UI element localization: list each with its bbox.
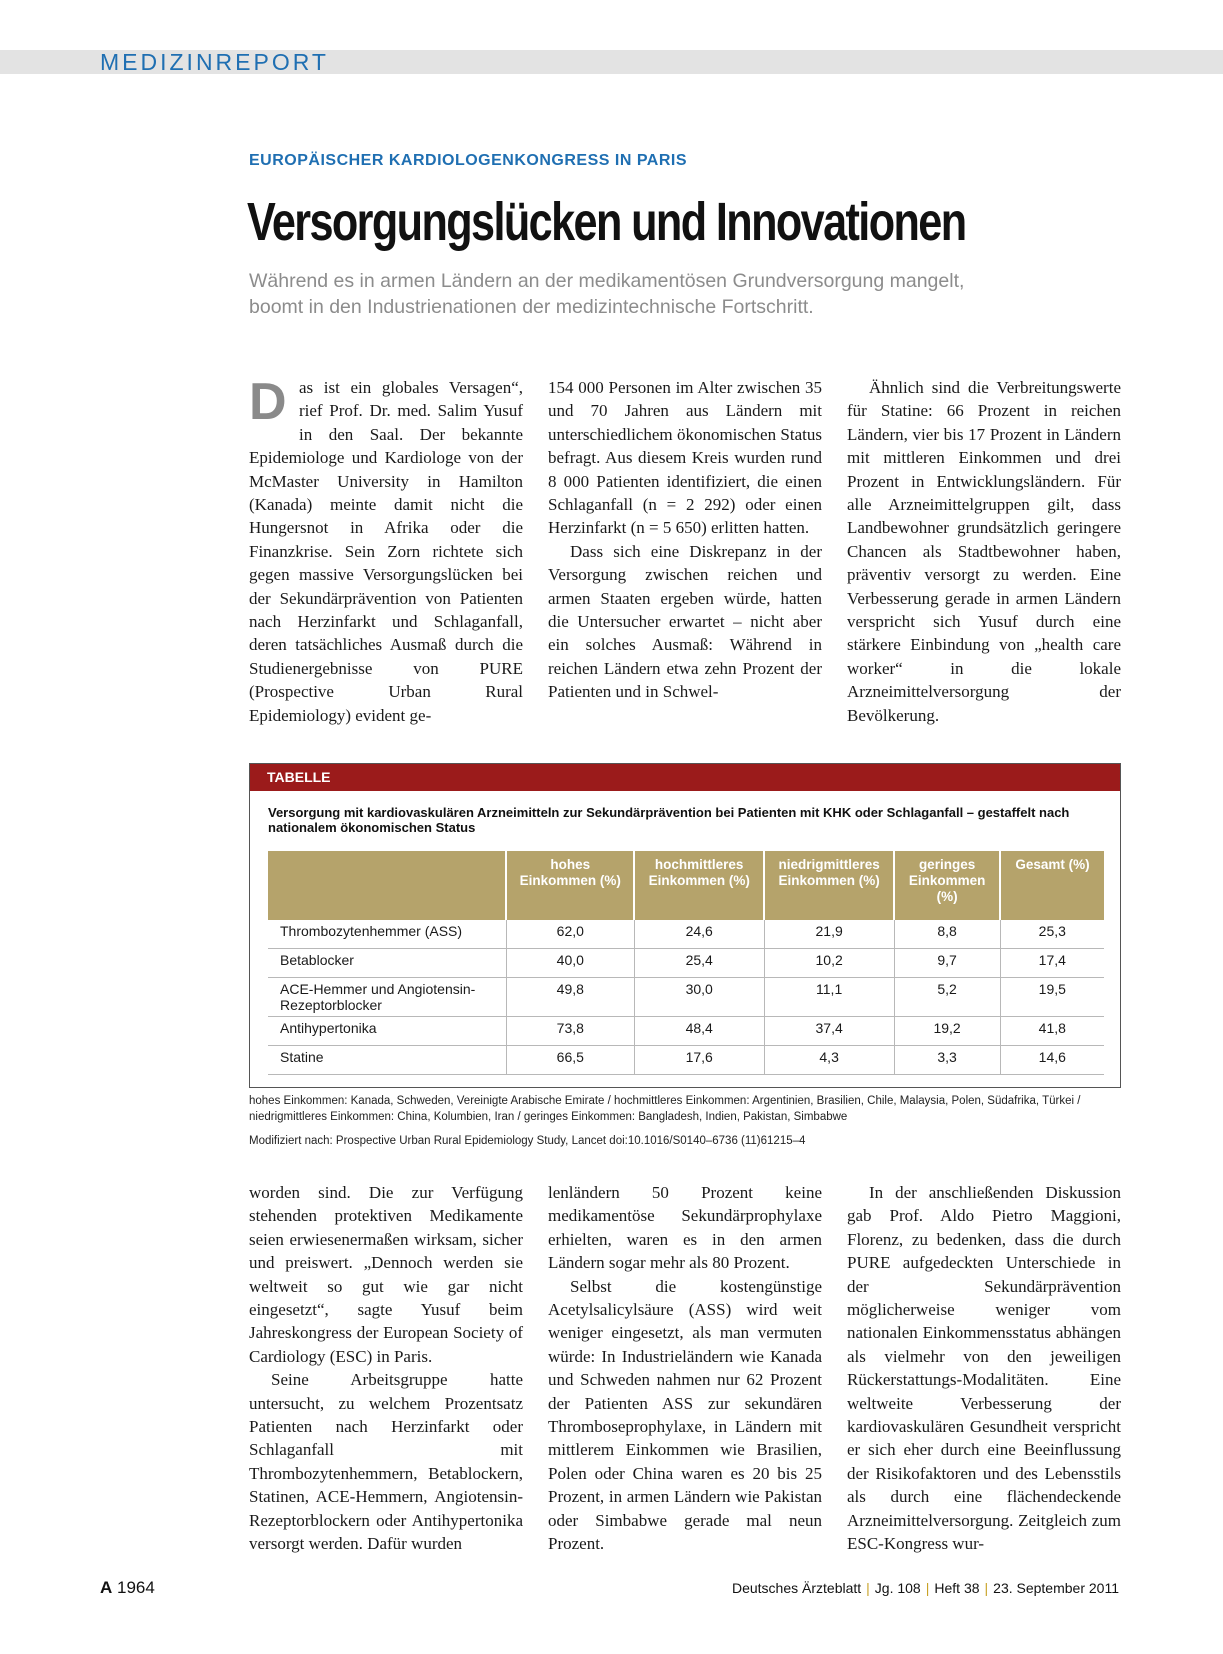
table-cell: 19,5 [1000, 978, 1104, 1017]
table-cell: 41,8 [1000, 1017, 1104, 1046]
table-header-row [268, 851, 1104, 920]
text-column-top-1 [249, 373, 523, 727]
footnote-line: niedrigmittleres Einkommen: China, Kolumbien, Iran / geringes Einkommen: Bangladesh, Indien, Pakistan, Simbabwe [249, 1111, 848, 1123]
table-cell: 73,8 [506, 1017, 634, 1046]
medication-table [268, 851, 1104, 1075]
footnote-line: hohes Einkommen: Kanada, Schweden, Vereinigte Arabische Emirate / hochmittleres Einkommen: Argentinien, Brasilien, Chile, Malaysia, Polen, Südafrika, Türkei / [249, 1095, 1081, 1107]
table-row [268, 1017, 1104, 1046]
page-number-value: 1964 [117, 1578, 155, 1597]
article-deck [249, 268, 1129, 320]
section-rubric: MEDIZINREPORT [100, 49, 329, 75]
text-column-top-3 [847, 376, 1121, 727]
data-table-box [249, 763, 1121, 1088]
paragraph: Dass sich eine Diskrepanz in der Versorgung zwischen reichen und armen Staaten ergeben würde, hatten die Untersucher erwartet – nicht aber ein solches Ausmaß: Während in reichen Ländern etwa zehn Prozent der Patienten und in Schwel- [548, 541, 822, 702]
table-cell: 48,4 [634, 1017, 764, 1046]
drop-cap: D [249, 373, 287, 431]
table-cell: 19,2 [894, 1017, 1000, 1046]
table-header-cell: hohes Einkommen (%) [506, 851, 634, 920]
table-cell: 25,3 [1000, 920, 1104, 949]
table-header-cell: Gesamt (%) [1000, 851, 1104, 920]
table-cell: 37,4 [764, 1017, 894, 1046]
paragraph-text: as ist ein globales Versagen“, rief Prof. Dr. med. Salim Yusuf in den Saal. Der bekannte Epidemiologe und Kardiologe von der McMaster University in Hamilton (Kanada) meinte damit nicht die Hungersnot in Afrika oder die Finanzkrise. Sein Zorn richtete sich gegen massive Versorgungslücken bei der Sekundärprävention von Patienten nach Herzinfarkt und Schlaganfall, deren tatsächliches Ausmaß durch die Studienergebnisse von PURE (Prospective Urban Rural Epidemiology) evident ge- [249, 378, 523, 725]
table-row [268, 920, 1104, 949]
table-cell: 21,9 [764, 920, 894, 949]
table-row [268, 978, 1104, 1017]
journal-volume: Jg. 108 [874, 1580, 921, 1596]
table-cell: 17,4 [1000, 949, 1104, 978]
table-label: TABELLE [250, 764, 1120, 791]
table-cell: 25,4 [634, 949, 764, 978]
table-caption: Versorgung mit kardiovaskulären Arzneimitteln zur Sekundärprävention bei Patienten mit KHK oder Schlaganfall – gestaffelt nach nationalem ökonomischen Status [268, 805, 1070, 835]
table-cell: 8,8 [894, 920, 1000, 949]
paragraph: lenländern 50 Prozent keine medikamentöse Sekundärprophylaxe erhielten, waren es in den armen Ländern sogar mehr als 80 Prozent. [548, 1183, 822, 1273]
table-header-cell: geringes Einkommen (%) [894, 851, 1000, 920]
table-cell: 9,7 [894, 949, 1000, 978]
text-column-bottom-3 [847, 1181, 1121, 1556]
text-column-bottom-2 [548, 1181, 822, 1556]
table-cell: 40,0 [506, 949, 634, 978]
article-title: Versorgungslücken und Innovationen [247, 192, 966, 252]
table-cell: 66,5 [506, 1046, 634, 1075]
paragraph: Selbst die kostengünstige Acetylsalicylsäure (ASS) wird weit weniger eingesetzt, als man vermuten würde: In Industrieländern wie Kanada und Schweden nahmen nur 62 Prozent der Patienten ASS zur sekundären Thromboseprophylaxe, in Ländern mit mittlerem Einkommen wie Brasilien, Polen oder China waren es 20 bis 25 Prozent, in armen Ländern wie Pakistan oder Simbabwe gerade mal neun Prozent. [548, 1276, 822, 1554]
table-cell: 3,3 [894, 1046, 1000, 1075]
footer-separator: | [866, 1580, 870, 1596]
table-cell: Thrombozytenhemmer (ASS) [268, 920, 506, 949]
table-source: Modifiziert nach: Prospective Urban Rural Epidemiology Study, Lancet doi:10.1016/S0140–6736 (11)61215–4 [249, 1135, 806, 1147]
footer-separator: | [925, 1580, 930, 1596]
paragraph: In der anschließenden Diskussion gab Prof. Aldo Pietro Maggioni, Florenz, zu bedenken, dass die durch PURE aufgedeckten Unterschiede in der Sekundärprävention möglicherweise weniger vom nationalen Einkommensstatus abhängen als vielmehr von den jeweiligen Rückerstattungs-Modalitäten. Eine weltweite Verbesserung der kardiovaskulären Gesundheit verspricht er sich eher durch eine Beeinflussung der Risikofaktoren und des Lebensstils als durch eine flächendeckende Arzneimittelversorgung. Zeitgleich zum ESC-Kongress wur- [847, 1183, 1121, 1554]
footer-separator: | [984, 1580, 989, 1596]
paragraph: 154 000 Personen im Alter zwischen 35 und 70 Jahren aus Ländern mit unterschiedlichem ökonomischen Status befragt. Aus diesem Kreis wurden rund 8 000 Patienten identifiziert, die einen Schlaganfall (n = 2 292) oder einen Herzinfarkt (n = 5 650) erlitten hatten. [548, 378, 822, 538]
article-kicker: EUROPÄISCHER KARDIOLOGENKONGRESS IN PARIS [249, 152, 688, 169]
journal-footer [732, 1580, 1119, 1596]
table-cell: 24,6 [634, 920, 764, 949]
table-header-cell [268, 851, 506, 920]
table-cell: 10,2 [764, 949, 894, 978]
table-cell: 5,2 [894, 978, 1000, 1017]
journal-issue: Heft 38 [934, 1580, 980, 1596]
table-cell: 17,6 [634, 1046, 764, 1075]
journal-date: 23. September 2011 [993, 1580, 1119, 1596]
table-cell: Betablocker [268, 949, 506, 978]
table-cell: 30,0 [634, 978, 764, 1017]
text-column-bottom-1 [249, 1181, 523, 1556]
page-number [100, 1578, 155, 1598]
table-cell: 49,8 [506, 978, 634, 1017]
table-cell: ACE-Hemmer und Angiotensin-Rezeptorblocker [268, 978, 506, 1017]
table-cell: 14,6 [1000, 1046, 1104, 1075]
journal-name: Deutsches Ärzteblatt [731, 1580, 862, 1596]
paragraph: Seine Arbeitsgruppe hatte untersucht, zu welchem Prozentsatz Patienten nach Herzinfarkt oder Schlaganfall mit Thrombozytenhemmern, Betablockern, Statinen, ACE-Hemmern, Angiotensin-Rezeptorblockern oder Antihypertonika versorgt werden. Dafür wurden [249, 1370, 523, 1554]
table-header-cell: hochmittleres Einkommen (%) [634, 851, 764, 920]
table-cell: Statine [268, 1046, 506, 1075]
table-footnote [249, 1093, 1129, 1125]
deck-line: boomt in den Industrienationen der medizintechnische Fortschritt. [249, 296, 814, 318]
table-header-cell: niedrigmittleres Einkommen (%) [764, 851, 894, 920]
table-row [268, 1046, 1104, 1075]
table-cell: 11,1 [764, 978, 894, 1017]
table-cell: Antihypertonika [268, 1017, 506, 1046]
table-cell: 4,3 [764, 1046, 894, 1075]
deck-line: Während es in armen Ländern an der medikamentösen Grundversorgung mangelt, [249, 270, 965, 292]
paragraph: worden sind. Die zur Verfügung stehenden protektiven Medikamente seien erwiesenermaßen wirksam, sicher und preiswert. „Dennoch werden sie weltweit so gut wie gar nicht eingesetzt“, sagte Yusuf beim Jahreskongress der European Society of Cardiology (ESC) in Paris. [249, 1183, 523, 1366]
paragraph: Ähnlich sind die Verbreitungswerte für Statine: 66 Prozent in reichen Ländern, vier bis 17 Prozent in Ländern mit mittleren Einkommen und drei Prozent in Entwicklungsländern. Für alle Arzneimittelgruppen gilt, dass Landbewohner grundsätzlich geringere Chancen als Stadtbewohner haben, präventiv versorgt zu werden. Eine Verbesserung gerade in armen Ländern verspricht sich Yusuf durch eine stärkere Einbindung von „health care worker“ in die lokale Arzneimittelversorgung der Bevölkerung. [847, 378, 1121, 725]
table-cell: 62,0 [506, 920, 634, 949]
table-row [268, 949, 1104, 978]
paragraph [249, 373, 523, 727]
text-column-top-2 [548, 376, 822, 704]
page-prefix: A [100, 1578, 113, 1597]
